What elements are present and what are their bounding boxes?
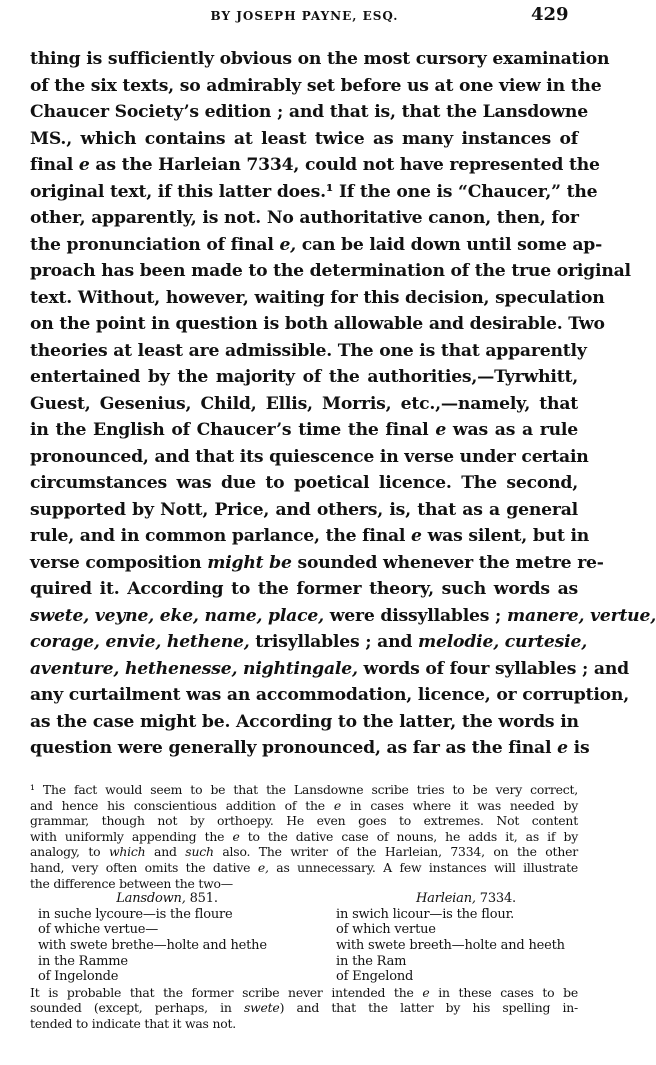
text-run: as the Harleian 7334, could not have represented the <box>89 155 600 175</box>
text-run: grammar, though not by orthoepy. He even goes to extremes. Not content <box>30 813 578 829</box>
text-line <box>30 603 656 630</box>
text-run: proach has been made to the determination of the true original <box>30 261 631 281</box>
harleian-column <box>304 891 578 985</box>
text-run: circumstances was due to poetical licence. The second, <box>30 473 578 493</box>
text-run: can be laid down until some ap- <box>295 234 603 255</box>
text-line <box>30 391 578 418</box>
text-run: Guest, Gesenius, Child, Ellis, Morris, etc.,—namely, that <box>30 393 578 414</box>
text-run: tended to indicate that it was not. <box>30 1015 237 1031</box>
text-line <box>30 205 578 232</box>
text-line <box>30 285 605 312</box>
footnote <box>30 782 578 1032</box>
text-run: rule, and in common parlance, the final <box>30 526 412 546</box>
footnote-line <box>30 1016 578 1032</box>
text-run: It is probable that the former scribe never intended the <box>30 984 423 1000</box>
text-line <box>30 497 578 524</box>
text-run: any curtailment was an accommodation, licence, or corruption, <box>30 685 630 705</box>
italic-text: swete <box>243 1000 280 1016</box>
footnote-intro <box>30 782 578 891</box>
text-run: 7334. <box>475 891 516 907</box>
footnote-conclusion <box>30 985 578 1032</box>
text-run: final <box>30 155 79 175</box>
footnote-line <box>30 844 578 860</box>
text-line <box>30 46 610 73</box>
italic-text: Lansdown, <box>116 891 186 907</box>
text-run: to the dative case of nouns, he adds it, as if by <box>239 828 578 844</box>
running-title: BY JOSEPH PAYNE, ESQ. <box>210 9 399 23</box>
text-line <box>30 311 605 338</box>
italic-text: e <box>232 828 240 844</box>
text-run: theories at least are admissible. The one is that apparently <box>30 340 587 361</box>
italic-text: aventure, hethenesse, nightingale, <box>30 658 358 679</box>
page-header <box>0 4 609 28</box>
main-text <box>30 46 656 762</box>
text-run: sounded (except, perhaps, in <box>30 1000 244 1016</box>
italic-text: e <box>435 420 447 440</box>
italic-text: e <box>78 155 90 175</box>
text-run: other, apparently, is not. No authoritative canon, then, for <box>30 208 579 228</box>
text-run: MS., which contains at least twice as many instances of <box>30 128 578 149</box>
text-line <box>30 126 578 153</box>
text-run: and hence his conscientious addition of the <box>30 797 334 813</box>
text-run: quired it. According to the former theory, such words as <box>30 579 578 599</box>
text-run: were dissyllables ; <box>323 605 507 626</box>
verse-line: with swete brethe—holte and hethe <box>38 937 267 953</box>
text-line <box>30 709 578 736</box>
text-line <box>30 258 631 285</box>
text-run: words of four syllables ; and <box>357 658 629 679</box>
italic-text: might be <box>207 552 292 573</box>
text-run: and <box>145 844 186 860</box>
footnote-line <box>30 798 578 814</box>
verse-line: in swich licour—is the flour. <box>336 906 515 922</box>
verse-line: of Ingelonde <box>38 969 119 985</box>
verse-line: of which vertue <box>336 922 436 938</box>
footnote-line <box>30 876 578 892</box>
text-line <box>30 629 587 656</box>
footnote-line <box>30 782 578 798</box>
text-run: in cases where it was needed by <box>340 797 578 813</box>
italic-text: e <box>557 738 568 758</box>
verse-line: of Engelond <box>336 969 414 985</box>
italic-text: such <box>185 844 214 860</box>
italic-text: which <box>108 844 146 860</box>
text-run: ) and that the latter by his spelling in- <box>279 1000 578 1016</box>
column-heading <box>304 891 578 907</box>
italic-text: e, <box>279 234 296 255</box>
text-run: entertained by the majority of the authorities,—Tyrwhitt, <box>30 367 578 387</box>
text-run: was silent, but in <box>421 526 590 546</box>
lansdown-column <box>30 891 304 985</box>
footnote-line <box>30 860 578 876</box>
verse-line: in suche lycoure—is the floure <box>38 906 233 922</box>
text-run: in these cases to be <box>429 984 579 1000</box>
text-run: the pronunciation of final <box>30 234 280 255</box>
text-line <box>30 417 578 444</box>
text-run: with uniformly appending the <box>30 828 233 844</box>
text-run: the difference between the two— <box>30 875 233 891</box>
text-run: trisyllables ; and <box>249 632 418 652</box>
text-line <box>30 444 589 471</box>
text-run: as unnecessary. A few instances will illustrate <box>268 859 579 875</box>
italic-text: Harleian, <box>416 891 476 907</box>
text-run: text. Without, however, waiting for this decision, speculation <box>30 287 605 308</box>
footnote-line <box>30 813 578 829</box>
text-run: ¹ The fact would seem to be that the Lansdowne scribe tries to be very correct, <box>30 782 578 797</box>
text-run: question were generally pronounced, as far as the final <box>30 738 558 758</box>
italic-text: e, <box>257 859 269 875</box>
text-run: hand, very often omits the dative <box>30 859 258 875</box>
verse-line: in the Ramme <box>38 953 128 969</box>
page-number: 429 <box>531 4 569 25</box>
text-run: as the case might be. According to the latter, the words in <box>30 711 579 732</box>
text-run: 851. <box>185 891 218 907</box>
text-run: analogy, to <box>30 844 109 860</box>
text-line <box>30 232 603 259</box>
text-run: of the six texts, so admirably set before us at one view in the <box>30 75 602 96</box>
italic-text: manere, vertue, <box>506 605 656 626</box>
footnote-line <box>30 1000 578 1016</box>
column-heading <box>30 891 304 907</box>
text-line <box>30 656 629 683</box>
text-run: pronounced, and that its quiescence in verse under certain <box>30 446 589 467</box>
footnote-line <box>30 829 578 845</box>
text-run: thing is sufficiently obvious on the most cursory examination <box>30 49 610 69</box>
text-run: sounded whenever the metre re- <box>291 552 604 573</box>
text-line <box>30 550 604 577</box>
verse-line: of whiche vertue— <box>38 922 159 938</box>
italic-text: corage, envie, hethene, <box>30 632 250 652</box>
text-line <box>30 523 590 550</box>
text-run: supported by Nott, Price, and others, is, that as a general <box>30 499 578 520</box>
text-run: was as a rule <box>446 420 578 440</box>
text-line <box>30 470 578 497</box>
italic-text: e <box>411 526 422 546</box>
text-line <box>30 682 630 709</box>
verse-line: with swete breeth—holte and heeth <box>336 937 565 953</box>
text-line <box>30 338 587 365</box>
footnote-line <box>30 985 578 1001</box>
italic-text: e <box>422 984 430 1000</box>
text-run: in the English of Chaucer’s time the final <box>30 420 436 440</box>
text-line <box>30 179 598 206</box>
text-line <box>30 152 600 179</box>
text-line <box>30 73 602 100</box>
text-run: original text, if this latter does.¹ If the one is “Chaucer,” the <box>30 181 598 202</box>
text-run: verse composition <box>30 552 208 573</box>
text-line <box>30 99 588 126</box>
verse-line: in the Ram <box>336 953 407 969</box>
italic-text: swete, veyne, eke, name, place, <box>30 605 324 626</box>
text-run: on the point in question is both allowable and desirable. Two <box>30 314 605 334</box>
text-run: is <box>567 738 590 758</box>
text-run: Chaucer Society’s edition ; and that is, that the Lansdowne <box>30 102 588 122</box>
text-line <box>30 576 578 603</box>
text-line <box>30 364 578 391</box>
text-line <box>30 735 590 762</box>
italic-text: melodie, curtesie, <box>418 632 587 652</box>
italic-text: e <box>333 797 341 813</box>
comparison-table <box>30 891 578 985</box>
text-run: also. The writer of the Harleian, 7334, on the other <box>213 844 578 860</box>
